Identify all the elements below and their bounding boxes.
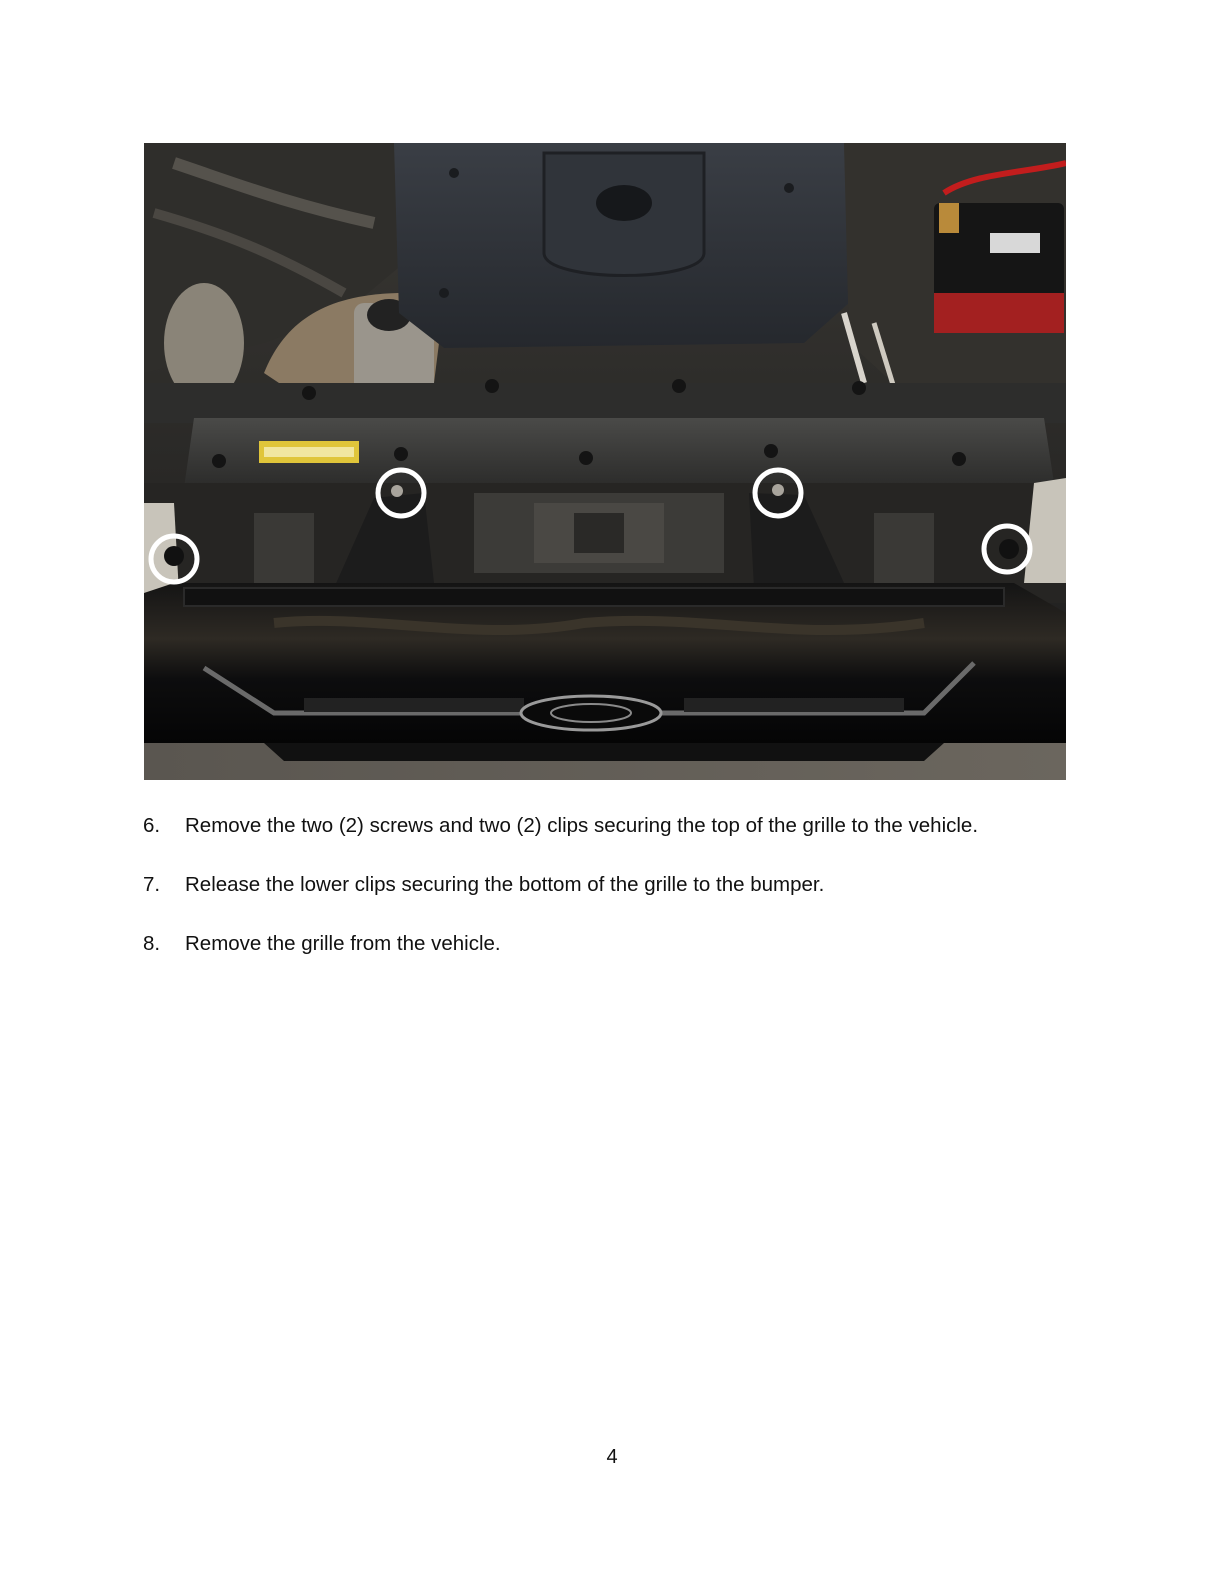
engine-bay-photo — [144, 143, 1066, 780]
step-text: Remove the two (2) screws and two (2) clips securing the top of the grille to the vehicle. — [185, 814, 979, 837]
step-text: Remove the grille from the vehicle. — [185, 932, 501, 955]
step-number: 6. — [143, 814, 161, 837]
step-number: 7. — [143, 873, 161, 896]
step-text: Release the lower clips securing the bottom of the grille to the bumper. — [185, 873, 825, 896]
instruction-steps — [143, 811, 1103, 988]
engine-bay-illustration — [144, 143, 1066, 780]
step-item — [143, 929, 1103, 959]
step-item — [143, 870, 1103, 900]
page-number: 4 — [606, 1446, 618, 1468]
step-item — [143, 811, 1103, 841]
step-number: 8. — [143, 932, 161, 955]
